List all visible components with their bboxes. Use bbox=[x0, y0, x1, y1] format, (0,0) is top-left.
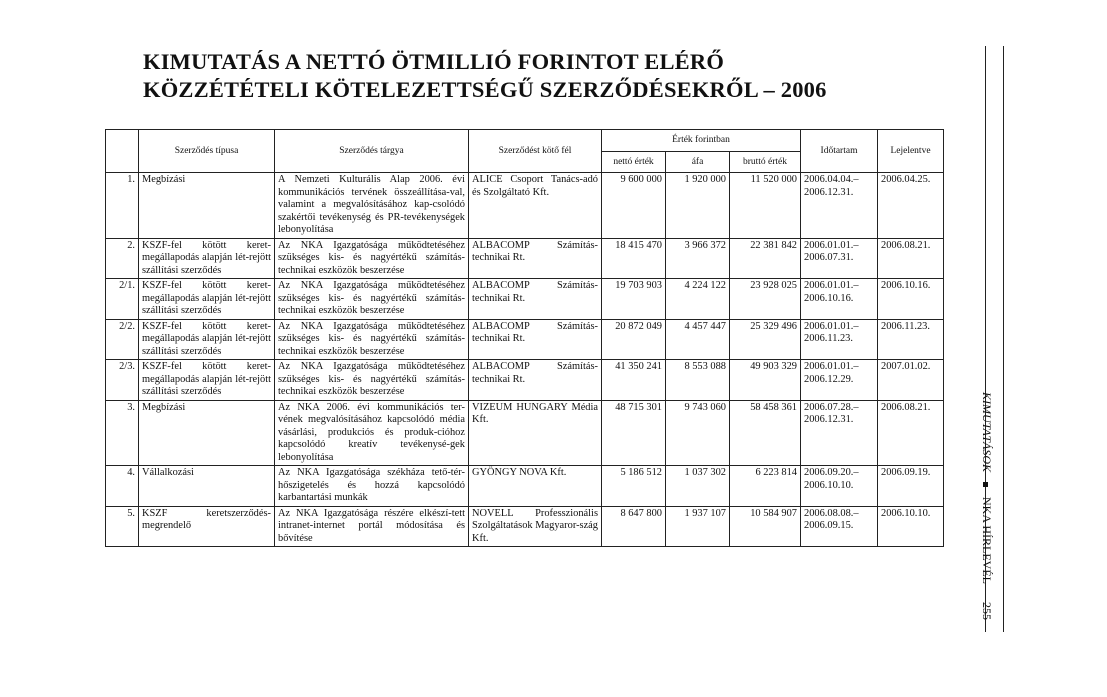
title-line-2: KÖZZÉTÉTELI KÖTELEZETTSÉGŰ SZERZŐDÉSEKRŐL – 2006 bbox=[143, 77, 827, 102]
row-number: 2/2. bbox=[106, 319, 139, 360]
contract-type: KSZF-fel kötött keret-megállapodás alapján lét-rejött szállítási szerződés bbox=[139, 238, 275, 279]
table-row bbox=[106, 319, 944, 360]
gross-value: 25 329 496 bbox=[730, 319, 801, 360]
reported-date: 2006.10.16. bbox=[878, 279, 944, 320]
contracts-table bbox=[105, 129, 944, 547]
contract-type: KSZF-fel kötött keret-megállapodás alapján lét-rejött szállítási szerződés bbox=[139, 319, 275, 360]
table-row bbox=[106, 279, 944, 320]
row-number: 2/3. bbox=[106, 360, 139, 401]
gross-value: 6 223 814 bbox=[730, 466, 801, 507]
vat-value: 4 224 122 bbox=[666, 279, 730, 320]
contract-type: Megbízási bbox=[139, 400, 275, 466]
net-value: 20 872 049 bbox=[602, 319, 666, 360]
row-number: 3. bbox=[106, 400, 139, 466]
vat-value: 9 743 060 bbox=[666, 400, 730, 466]
title-line-1: KIMUTATÁS A NETTÓ ÖTMILLIÓ FORINTOT ELÉRŐ bbox=[143, 49, 725, 74]
contract-type: Vállalkozási bbox=[139, 466, 275, 507]
table-row bbox=[106, 506, 944, 547]
row-number: 4. bbox=[106, 466, 139, 507]
contracting-party: ALICE Csoport Tanács-adó és Szolgáltató Kft. bbox=[469, 173, 602, 239]
contract-subject: Az NKA 2006. évi kommunikációs ter-vének megvalósításához kapcsolódó média vásárlási, produkciós és produk-cióhoz kapcsolódó kreatív tevékenysé-gek lebonyolítása bbox=[275, 400, 469, 466]
page-title bbox=[143, 48, 963, 104]
contracting-party: ALBACOMP Számítás-technikai Rt. bbox=[469, 238, 602, 279]
row-number: 2. bbox=[106, 238, 139, 279]
contracting-party: ALBACOMP Számítás-technikai Rt. bbox=[469, 319, 602, 360]
duration: 2006.01.01.– 2006.10.16. bbox=[801, 279, 878, 320]
reported-date: 2006.09.19. bbox=[878, 466, 944, 507]
contract-subject: Az NKA Igazgatósága részére elkészí-tett intranet-internet portál módosítása és bővítése bbox=[275, 506, 469, 547]
separator-square-icon bbox=[983, 482, 988, 487]
duration: 2006.07.28.– 2006.12.31. bbox=[801, 400, 878, 466]
gross-value: 10 584 907 bbox=[730, 506, 801, 547]
table-row bbox=[106, 360, 944, 401]
table-row bbox=[106, 238, 944, 279]
vat-value: 4 457 447 bbox=[666, 319, 730, 360]
gross-value: 22 381 842 bbox=[730, 238, 801, 279]
contract-subject: Az NKA Igazgatósága székháza tető-tér-hőszigetelés és hozzá kapcsolódó karbantartási munkák bbox=[275, 466, 469, 507]
duration: 2006.01.01.– 2006.11.23. bbox=[801, 319, 878, 360]
contracting-party: GYÖNGY NOVA Kft. bbox=[469, 466, 602, 507]
contract-subject: A Nemzeti Kulturális Alap 2006. évi kommunikációs tervének összeállítása-val, valamint a megvalósításához kap-csolódó szakértői tevékenység és PR-tevékenységek lebonyolítása bbox=[275, 173, 469, 239]
vat-value: 8 553 088 bbox=[666, 360, 730, 401]
row-number: 1. bbox=[106, 173, 139, 239]
publication-name: NKA HÍRLEVÉL bbox=[980, 497, 994, 585]
duration: 2006.09.20.– 2006.10.10. bbox=[801, 466, 878, 507]
row-number: 2/1. bbox=[106, 279, 139, 320]
header-duration: Időtartam bbox=[801, 130, 878, 173]
contract-subject: Az NKA Igazgatósága működtetéséhez szükséges kis- és nagyértékű számítás-technikai eszközök beszerzése bbox=[275, 319, 469, 360]
reported-date: 2007.01.02. bbox=[878, 360, 944, 401]
header-gross: bruttó érték bbox=[730, 152, 801, 173]
header-value-group: Érték forintban bbox=[602, 130, 801, 152]
contract-type: Megbízási bbox=[139, 173, 275, 239]
vat-value: 1 920 000 bbox=[666, 173, 730, 239]
contract-type: KSZF-fel kötött keret-megállapodás alapján lét-rejött szállítási szerződés bbox=[139, 360, 275, 401]
reported-date: 2006.10.10. bbox=[878, 506, 944, 547]
table-row bbox=[106, 400, 944, 466]
contract-type: KSZF keretszerződés-megrendelő bbox=[139, 506, 275, 547]
net-value: 8 647 800 bbox=[602, 506, 666, 547]
duration: 2006.01.01.– 2006.12.29. bbox=[801, 360, 878, 401]
header-party: Szerződést kötő fél bbox=[469, 130, 602, 173]
net-value: 5 186 512 bbox=[602, 466, 666, 507]
table-row bbox=[106, 173, 944, 239]
reported-date: 2006.08.21. bbox=[878, 400, 944, 466]
duration: 2006.04.04.– 2006.12.31. bbox=[801, 173, 878, 239]
vat-value: 3 966 372 bbox=[666, 238, 730, 279]
net-value: 18 415 470 bbox=[602, 238, 666, 279]
contracting-party: ALBACOMP Számítás-technikai Rt. bbox=[469, 360, 602, 401]
vat-value: 1 037 302 bbox=[666, 466, 730, 507]
side-rule-right bbox=[1003, 46, 1004, 632]
row-number: 5. bbox=[106, 506, 139, 547]
net-value: 41 350 241 bbox=[602, 360, 666, 401]
header-subject: Szerződés tárgya bbox=[275, 130, 469, 173]
reported-date: 2006.11.23. bbox=[878, 319, 944, 360]
gross-value: 58 458 361 bbox=[730, 400, 801, 466]
reported-date: 2006.04.25. bbox=[878, 173, 944, 239]
gross-value: 11 520 000 bbox=[730, 173, 801, 239]
duration: 2006.08.08.– 2006.09.15. bbox=[801, 506, 878, 547]
vat-value: 1 937 107 bbox=[666, 506, 730, 547]
header-reported: Lejelentve bbox=[878, 130, 944, 173]
header-type: Szerződés típusa bbox=[139, 130, 275, 173]
contract-type: KSZF-fel kötött keret-megállapodás alapján lét-rejött szállítási szerződés bbox=[139, 279, 275, 320]
header-number bbox=[106, 130, 139, 173]
net-value: 19 703 903 bbox=[602, 279, 666, 320]
page-number: 255 bbox=[980, 602, 994, 621]
net-value: 9 600 000 bbox=[602, 173, 666, 239]
table-row bbox=[106, 466, 944, 507]
gross-value: 49 903 329 bbox=[730, 360, 801, 401]
contract-subject: Az NKA Igazgatósága működtetéséhez szükséges kis- és nagyértékű számítás-technikai eszközök beszerzése bbox=[275, 238, 469, 279]
section-name: KIMUTATÁSOK bbox=[980, 392, 994, 473]
contracting-party: VIZEUM HUNGARY Média Kft. bbox=[469, 400, 602, 466]
running-footer bbox=[979, 392, 994, 620]
duration: 2006.01.01.– 2006.07.31. bbox=[801, 238, 878, 279]
reported-date: 2006.08.21. bbox=[878, 238, 944, 279]
net-value: 48 715 301 bbox=[602, 400, 666, 466]
contract-subject: Az NKA Igazgatósága működtetéséhez szükséges kis- és nagyértékű számítás-technikai eszközök beszerzése bbox=[275, 279, 469, 320]
gross-value: 23 928 025 bbox=[730, 279, 801, 320]
contracting-party: NOVELL Professzionális Szolgáltatások Magyaror-szág Kft. bbox=[469, 506, 602, 547]
contracting-party: ALBACOMP Számítás-technikai Rt. bbox=[469, 279, 602, 320]
contract-subject: Az NKA Igazgatósága működtetéséhez szükséges kis- és nagyértékű számítás-technikai eszközök beszerzése bbox=[275, 360, 469, 401]
header-vat: áfa bbox=[666, 152, 730, 173]
header-net: nettó érték bbox=[602, 152, 666, 173]
